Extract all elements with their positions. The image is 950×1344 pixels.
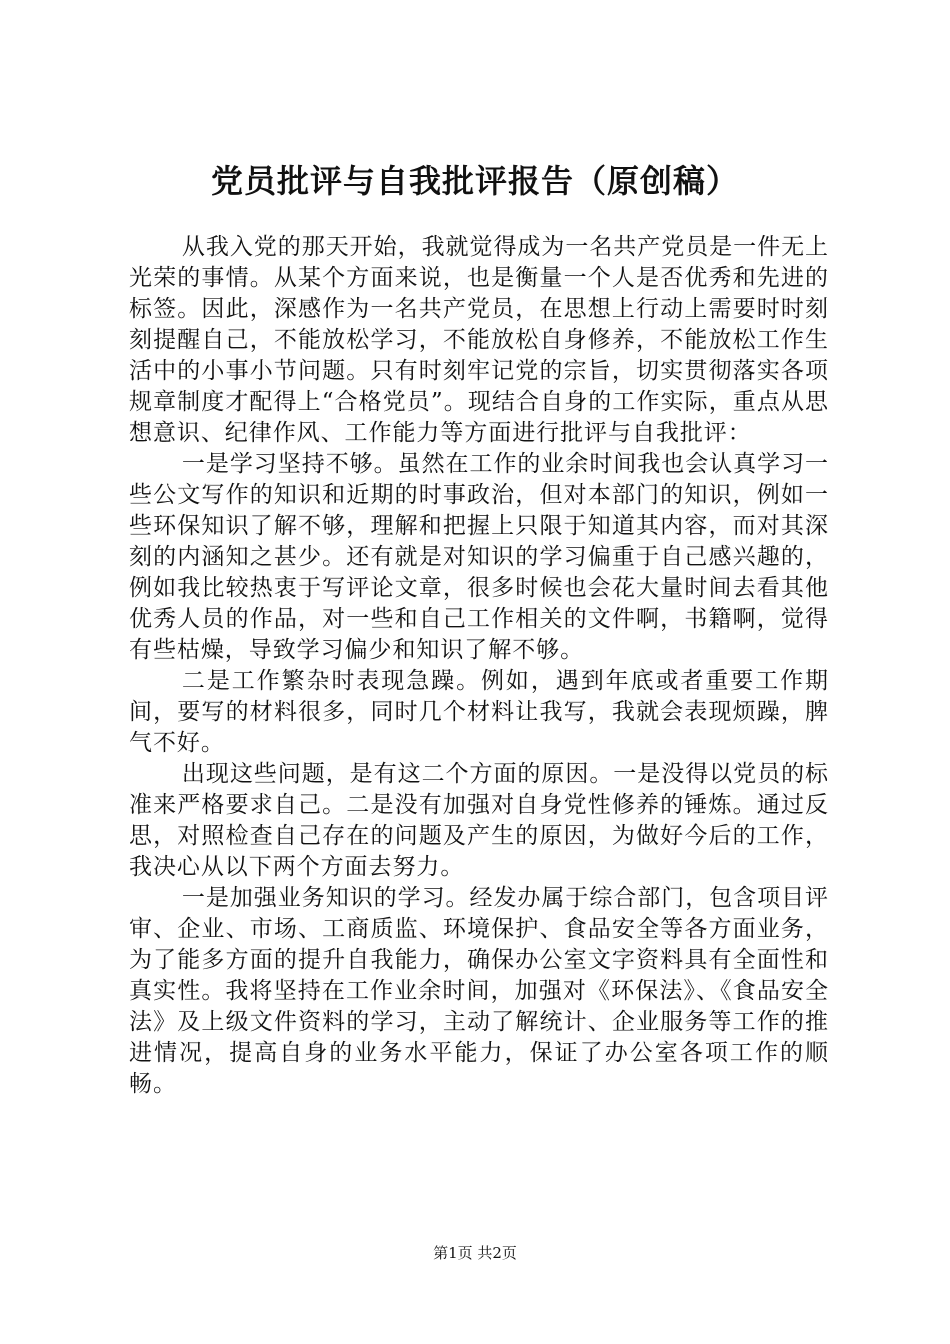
paragraph-causes: 出现这些问题，是有这二个方面的原因。一是没得以党员的标准来严格要求自己。二是没有加强对自身党性修养的锤炼。通过反思，对照检查自己存在的问题及产生的原因，为做好今后的工作，我决心从以下两个方面去努力。 bbox=[129, 761, 829, 880]
document-title: 党员批评与自我批评报告（原创稿） bbox=[210, 162, 739, 200]
paragraph-point-2: 二是工作繁杂时表现急躁。例如，遇到年底或者重要工作期间，要写的材料很多，同时几个材料让我写，我就会表现烦躁，脾气不好。 bbox=[129, 668, 829, 756]
page-number-footer: 第1页 共2页 bbox=[433, 1244, 517, 1262]
paragraph-intro: 从我入党的那天开始，我就觉得成为一名共产党员是一件无上光荣的事情。从某个方面来说，也是衡量一个人是否优秀和先进的标签。因此，深感作为一名共产党员，在思想上行动上需要时时刻刻提醒自己，不能放松学习，不能放松自身修养，不能放松工作生活中的小事小节问题。只有时刻牢记党的宗旨，切实贯彻落实各项规章制度才配得上“合格党员”。现结合自身的工作实际，重点从思想意识、纪律作风、工作能力等方面进行批评与自我批评： bbox=[129, 234, 829, 446]
paragraph-point-1: 一是学习坚持不够。虽然在工作的业余时间我也会认真学习一些公文写作的知识和近期的时事政治，但对本部门的知识，例如一些环保知识了解不够，理解和把握上只限于知道其内容，而对其深刻的内涵知之甚少。还有就是对知识的学习偏重于自己感兴趣的，例如我比较热衷于写评论文章，很多时候也会花大量时间去看其他优秀人员的作品，对一些和自己工作相关的文件啊，书籍啊，觉得有些枯燥，导致学习偏少和知识了解不够。 bbox=[129, 451, 829, 663]
paragraph-plan-1: 一是加强业务知识的学习。经发办属于综合部门，包含项目评审、企业、市场、工商质监、环境保护、食品安全等各方面业务，为了能多方面的提升自我能力，确保办公室文字资料具有全面性和真实性。我将坚持在工作业余时间，加强对《环保法》、《食品安全法》及上级文件资料的学习，主动了解统计、企业服务等工作的推进情况，提高自身的业务水平能力，保证了办公室各项工作的顺畅。 bbox=[129, 885, 829, 1097]
document-body bbox=[129, 232, 829, 1100]
